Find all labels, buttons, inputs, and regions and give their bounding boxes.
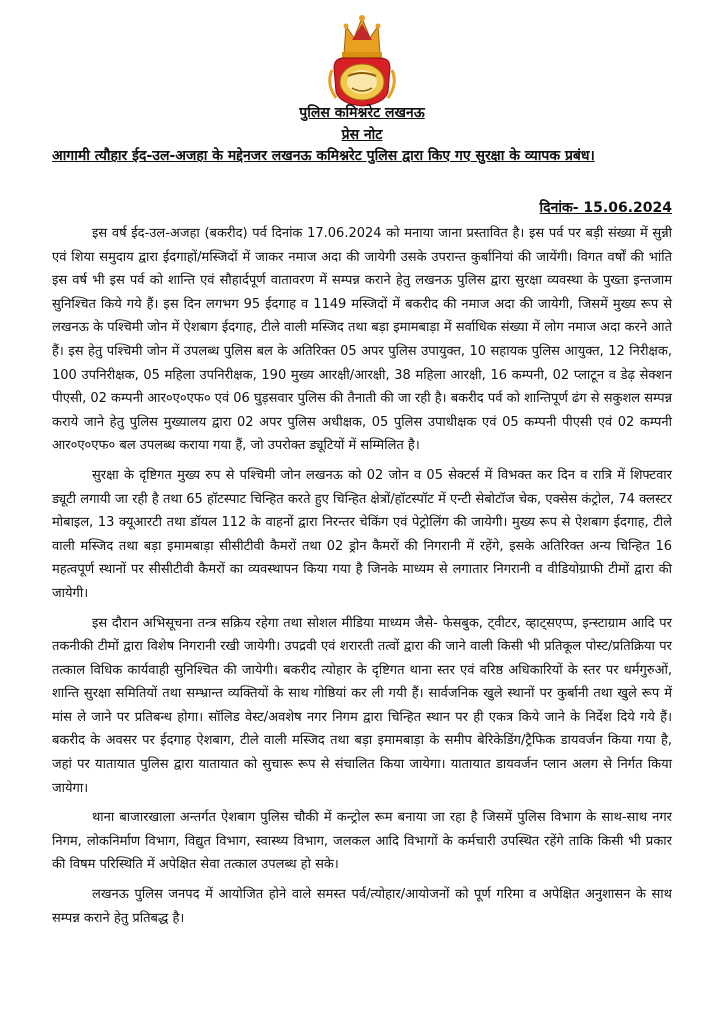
paragraph-control-room: थाना बाजारखाला अन्तर्गत ऐशबाग पुलिस चौकी में कन्ट्रोल रूम बनाया जा रहा है जिसमें पुलिस विभाग के साथ-साथ नगर निगम, लोकनिर्माण विभाग, विद्युत विभाग, स्वास्थ्य विभाग, जलकल आदि विभागों के कर्मचारी उपस्थित रहेंगे ताकि किसी भी प्रकार की विषम परिस्थिति में अपेक्षित सेवा तत्काल उपलब्ध हो सके। — [52, 810, 672, 873]
subject-heading: आगामी त्यौहार ईद-उल-अजहा के मद्देनजर लखनऊ कमिश्नरेट पुलिस द्वारा किए गए सुरक्षा के व्यापक प्रबंध। — [52, 148, 595, 164]
paragraph-arrangements: इस वर्ष ईद-उल-अजहा (बकरीद) पर्व दिनांक 17.06.2024 को मनाया जाना प्रस्तावित है। इस पर्व पर बड़ी संख्या में सुन्नी एवं शिया समुदाय द्वारा ईदगाहों/मस्जिदों में जाकर नमाज अदा की जायेगी उसके उपरान्त कुर्बानियां की जायेंगी। विगत वर्षों की भांति इस वर्ष भी इस पर्व को शान्ति एवं सौहार्दपूर्ण वातावरण में सम्पन्न कराने हेतु लखनऊ पुलिस द्वारा सुरक्षा व्यवस्था के पुख्ता इन्तजाम सुनिश्चित किये गये हैं। इस दिन लगभग 95 ईदगाह व 1149 मस्जिदों में बकरीद की नमाज अदा की जायेगी, जिसमें मुख्य रूप से लखनऊ के पश्चिमी जोन में ऐशबाग ईदगाह, टीले वाली मस्जिद तथा बड़ा इमामबाड़ा में सर्वाधिक संख्या में लोग नमाज अदा करने आते हैं। इस हेतु पश्चिमी जोन में उपलब्ध पुलिस बल के अतिरिक्त 05 अपर पुलिस उपायुक्त, 10 सहायक पुलिस आयुक्त, 12 निरीक्षक, 100 उपनिरीक्षक, 05 महिला उपनिरीक्षक, 190 मुख्य आरक्षी/आरक्षी, 38 महिला आरक्षी, 16 कम्पनी, 02 प्लाटून व डेढ़ सेक्शन पीएसी, 02 कम्पनी आर०ए०एफ० एवं 06 घुड़सवार पुलिस की तैनाती की जा रही है। बकरीद पर्व को शान्तिपूर्ण ढंग से सकुशल सम्पन्न कराये जाने हेतु पुलिस मुख्यालय द्वारा 02 अपर पुलिस अधीक्षक, 05 पुलिस उपाधीक्षक एवं 05 कम्पनी पीएसी एवं 02 कम्पनी आर०ए०एफ० बल उपलब्ध कराया गया हैं, जो उपरोक्त ड्यूटियों में सम्मिलित है। — [52, 226, 672, 454]
organization-title: पुलिस कमिश्नरेट लखनऊ — [299, 105, 425, 121]
paragraph-intelligence-social-media: इस दौरान अभिसूचना तन्त्र सक्रिय रहेगा तथा सोशल मीडिया माध्यम जैसे- फेसबुक, ट्वीटर, व्हाट्सएप्प, इन्स्टाग्राम आदि पर तकनीकी टीमों द्वारा विशेष निगरानी रखी जायेगी। उपद्रवी एवं शरारती तत्वों द्वारा की जाने वाली किसी भी प्रतिकूल पोस्ट/प्रतिक्रिया पर तत्काल विधिक कार्यवाही सुनिश्चित की जायेगी। बकरीद त्योहार के दृष्टिगत थाना स्तर एवं वरिष्ठ अधिकारियों के स्तर पर धर्मगुरुओं, शान्ति सुरक्षा समितियों तथा सम्भ्रान्त व्यक्तियों के साथ गोष्ठियां कर ली गयी हैं। सार्वजनिक खुले स्थानों पर कुर्बानी तथा खुले रूप में मांस ले जाने पर प्रतिबन्ध होगा। सॉलिड वेस्ट/अवशेष नगर निगम द्वारा चिन्हित स्थान पर ही एकत्र किये जाने के निर्देश दिये गये हैं। बकरीद के अवसर पर ईदगाह ऐशबाग, टीले वाली मस्जिद तथा बड़ा इमामबाड़ा के समीप बेरिकेडिंग/ट्रैफिक डायवर्जन किया गया है, जहां पर यातायात पुलिस द्वारा यातायात को सुचारू रूप से संचालित किया जायेगा। यातायात डायवर्जन प्लान अलग से निर्गत किया जायेगा। — [52, 615, 672, 796]
up-police-emblem-logo — [322, 10, 402, 110]
document-type-heading: प्रेस नोट — [341, 127, 383, 143]
press-note-body — [52, 222, 672, 936]
paragraph-security-zones: सुरक्षा के दृष्टिगत मुख्य रुप से पश्चिमी जोन लखनऊ को 02 जोन व 05 सेक्टर्स में विभक्त कर दिन व रात्रि में शिफ्टवार ड्यूटी लगायी जा रही है तथा 65 हॉटस्पाट चिन्हित करते हुए चिन्हित क्षेत्रों/हॉटस्पॉट में एन्टी सेबोटॉज चेक, एक्सेस कंट्रोल, 74 क्लस्टर मोबाइल, 13 क्यूआरटी तथा डॉयल 112 के वाहनों द्वारा निरन्तर चेकिंग एवं पेट्रोलिंग की जायेगी। मुख्य रूप से ऐशबाग ईदगाह, टीले वाली मस्जिद तथा बड़ा इमामबाड़ा सीसीटीवी कैमरों तथा 02 ड्रोन कैमरों की निगरानी में रहेंगे, इसके अतिरिक्त अन्य चिन्हित 16 महत्वपूर्ण स्थानों पर सीसीटीवी कैमरों का व्यवस्थापन किया गया है जिनके माध्यम से लगातार निगरानी व वीडियोग्राफी टीमों द्वारा की जायेगी। — [52, 467, 672, 601]
issue-date: दिनांक- 15.06.2024 — [539, 200, 672, 216]
paragraph-commitment: लखनऊ पुलिस जनपद में आयोजित होने वाले समस्त पर्व/त्योहार/आयोजनों को पूर्ण गरिमा व अपेक्षित अनुशासन के साथ सम्पन्न कराने हेतु प्रतिबद्ध है। — [52, 887, 672, 926]
